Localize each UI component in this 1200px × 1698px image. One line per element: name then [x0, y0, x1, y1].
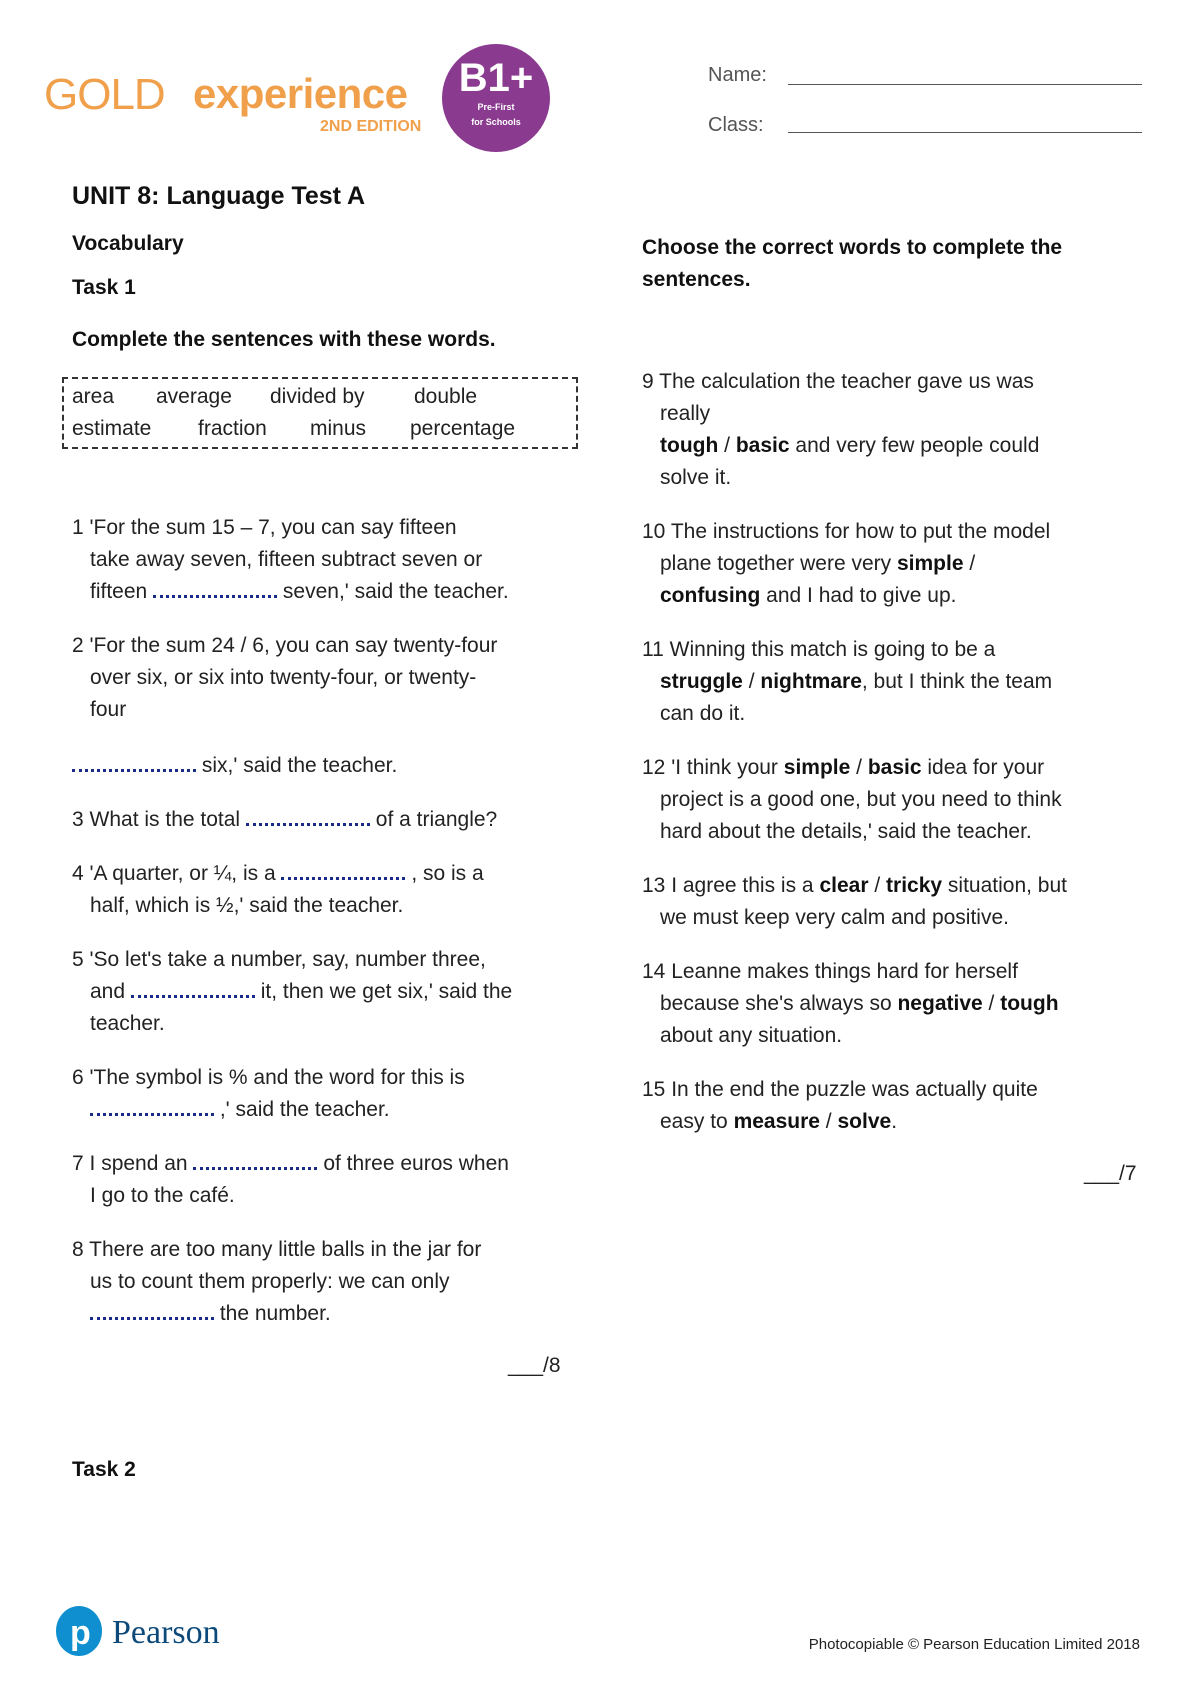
item-number: 15 — [642, 1078, 666, 1101]
item-number: 10 — [642, 520, 666, 543]
task2-item-11 — [642, 634, 1162, 730]
item-text: teacher. — [90, 1012, 165, 1035]
item-text: 'A quarter, or ¼, is a — [89, 862, 276, 885]
item-text: the number. — [219, 1302, 331, 1325]
item-text: us to count them properly: we can only — [90, 1270, 450, 1293]
item-text: , but I think the team — [861, 670, 1053, 693]
option-word[interactable]: nightmare — [760, 670, 862, 693]
item-text: hard about the details,' said the teacher. — [660, 820, 1032, 843]
item-text: situation, but — [947, 874, 1068, 897]
task1-item-4 — [72, 858, 592, 922]
svg-text:p: p — [70, 1614, 91, 1652]
publisher-logo: Pearson — [112, 1614, 220, 1651]
word-box — [62, 377, 578, 449]
item-text: ,' said the teacher. — [219, 1098, 390, 1121]
item-text: seven,' said the teacher. — [282, 580, 509, 603]
task1-score: ___/8 — [508, 1354, 561, 1377]
copyright-notice: Photocopiable © Pearson Education Limited 2018 — [808, 1636, 1140, 1653]
item-text: plane together were very — [660, 552, 892, 575]
option-separator: / — [969, 552, 976, 575]
item-number: 5 — [72, 948, 84, 971]
level-badge — [442, 44, 550, 152]
pearson-logo-icon — [56, 1606, 102, 1656]
item-text: The calculation the teacher gave us was — [659, 370, 1034, 393]
option-separator: / — [724, 434, 730, 457]
task2-score: ___/7 — [1084, 1162, 1137, 1185]
answer-blank[interactable] — [72, 751, 196, 772]
item-text: idea for your — [927, 756, 1045, 779]
item-number: 4 — [72, 862, 84, 885]
class-field[interactable] — [788, 132, 1142, 133]
answer-blank[interactable] — [246, 805, 370, 826]
item-text: 'So let's take a number, say, number three, — [89, 948, 486, 971]
answer-blank[interactable] — [153, 577, 277, 598]
option-separator: / — [856, 756, 862, 779]
item-text: six,' said the teacher. — [201, 754, 398, 777]
name-label: Name: — [708, 64, 767, 86]
item-text: it, then we get six,' said the — [260, 980, 513, 1003]
task1-item-1 — [72, 512, 592, 608]
item-text: half, which is ½,' said the teacher. — [90, 894, 404, 917]
item-number: 14 — [642, 960, 666, 983]
answer-blank[interactable] — [90, 1095, 214, 1116]
item-text: and very few people could — [795, 434, 1040, 457]
task1-item-2 — [72, 630, 592, 726]
item-text: There are too many little balls in the jar for — [89, 1238, 482, 1261]
task1-item-2-line4 — [72, 750, 397, 782]
task2-item-14 — [642, 956, 1162, 1052]
word-item: percentage — [410, 417, 516, 440]
item-text: The instructions for how to put the model — [670, 520, 1051, 543]
item-text: really — [660, 402, 711, 425]
item-number: 9 — [642, 370, 654, 393]
item-text: take away seven, fifteen subtract seven or — [90, 548, 483, 571]
item-text: , so is a — [411, 862, 484, 885]
item-text: of a triangle? — [375, 808, 498, 831]
item-text: fifteen — [90, 580, 148, 603]
answer-blank[interactable] — [90, 1299, 214, 1320]
option-word[interactable]: tough — [1000, 992, 1059, 1015]
item-text: easy to — [660, 1110, 728, 1133]
item-text: 'The symbol is % and the word for this is — [89, 1066, 465, 1089]
item-number: 6 — [72, 1066, 84, 1089]
task1-item-8 — [72, 1234, 592, 1330]
option-word[interactable]: negative — [897, 992, 983, 1015]
item-text: In the end the puzzle was actually quite — [671, 1078, 1038, 1101]
option-word[interactable]: tricky — [886, 874, 943, 897]
item-text: I spend an — [89, 1152, 188, 1175]
option-word[interactable]: simple — [783, 756, 851, 779]
item-text: of three euros when — [323, 1152, 509, 1175]
level-sub1: Pre-First — [477, 102, 515, 112]
item-text: because she's always so — [660, 992, 892, 1015]
option-separator: / — [825, 1110, 832, 1133]
item-number: 1 — [72, 516, 84, 539]
item-text: What is the total — [89, 808, 241, 831]
instruction-line: sentences. — [642, 268, 751, 291]
option-separator: / — [874, 874, 881, 897]
item-number: 8 — [72, 1238, 84, 1261]
option-word[interactable]: confusing — [660, 584, 761, 607]
option-separator: / — [748, 670, 755, 693]
task1-item-7 — [72, 1148, 592, 1212]
word-item: fraction — [198, 417, 267, 440]
item-text: . — [891, 1110, 898, 1133]
item-text: over six, or six into twenty-four, or twenty- — [90, 666, 477, 689]
option-word[interactable]: struggle — [660, 670, 743, 693]
instruction-line: Choose the correct words to complete the — [642, 236, 1063, 259]
task2-heading-bottom: Task 2 — [72, 1458, 136, 1481]
word-item: divided by — [270, 385, 365, 408]
option-word[interactable]: solve — [837, 1110, 892, 1133]
item-text: we must keep very calm and positive. — [660, 906, 1009, 929]
task2-item-13 — [642, 870, 1162, 934]
item-number: 7 — [72, 1152, 84, 1175]
task1-instruction: Complete the sentences with these words. — [72, 328, 496, 351]
answer-blank[interactable] — [281, 859, 405, 880]
item-text: four — [90, 698, 127, 721]
brand-gold-logo: GOLD — [44, 70, 165, 119]
option-word[interactable]: tough — [660, 434, 719, 457]
item-text: I agree this is a — [671, 874, 814, 897]
item-text: about any situation. — [660, 1024, 843, 1047]
task2-item-9 — [642, 366, 1162, 494]
item-text: and — [90, 980, 126, 1003]
word-item: double — [414, 385, 478, 408]
task2-item-15 — [642, 1074, 1162, 1138]
item-text: 'For the sum 24 / 6, you can say twenty-four — [89, 634, 498, 657]
item-text: project is a good one, but you need to think — [660, 788, 1062, 811]
item-number: 13 — [642, 874, 666, 897]
item-text: solve it. — [660, 466, 732, 489]
task2-item-12 — [642, 752, 1162, 848]
task1-item-5 — [72, 944, 592, 1040]
level-text: B1+ — [458, 56, 534, 100]
option-word[interactable]: measure — [733, 1110, 820, 1133]
task1-item-3 — [72, 804, 497, 836]
task1-item-6 — [72, 1062, 592, 1126]
level-sub2: for Schools — [471, 117, 521, 127]
item-text: 'For the sum 15 – 7, you can say fifteen — [89, 516, 457, 539]
name-field[interactable] — [788, 84, 1142, 85]
item-text: and I had to give up. — [766, 584, 957, 607]
class-label: Class: — [708, 114, 764, 136]
item-text: can do it. — [660, 702, 746, 725]
edition-label: 2ND EDITION — [320, 118, 422, 135]
answer-blank[interactable] — [131, 977, 255, 998]
task2-item-10 — [642, 516, 1162, 612]
option-word[interactable]: basic — [735, 434, 790, 457]
option-word[interactable]: clear — [819, 874, 869, 897]
word-item: area — [72, 385, 115, 408]
word-item: average — [156, 385, 232, 408]
item-text: Leanne makes things hard for herself — [671, 960, 1018, 983]
option-word[interactable]: basic — [867, 756, 922, 779]
item-text: Winning this match is going to be a — [669, 638, 996, 661]
word-item: minus — [310, 417, 367, 440]
answer-blank[interactable] — [193, 1149, 317, 1170]
option-separator: / — [988, 992, 995, 1015]
item-number: 11 — [642, 638, 664, 661]
task1-heading: Task 1 — [72, 276, 136, 299]
vocabulary-heading: Vocabulary — [72, 232, 184, 255]
task2-instruction — [642, 232, 1162, 296]
item-text: I go to the café. — [90, 1184, 235, 1207]
word-item: estimate — [72, 417, 152, 440]
option-word[interactable]: simple — [896, 552, 964, 575]
brand-experience-logo: experience — [193, 70, 408, 117]
item-text: 'I think your — [671, 756, 778, 779]
item-number: 3 — [72, 808, 84, 831]
item-number: 2 — [72, 634, 84, 657]
item-number: 12 — [642, 756, 666, 779]
page-title: UNIT 8: Language Test A — [72, 182, 366, 210]
